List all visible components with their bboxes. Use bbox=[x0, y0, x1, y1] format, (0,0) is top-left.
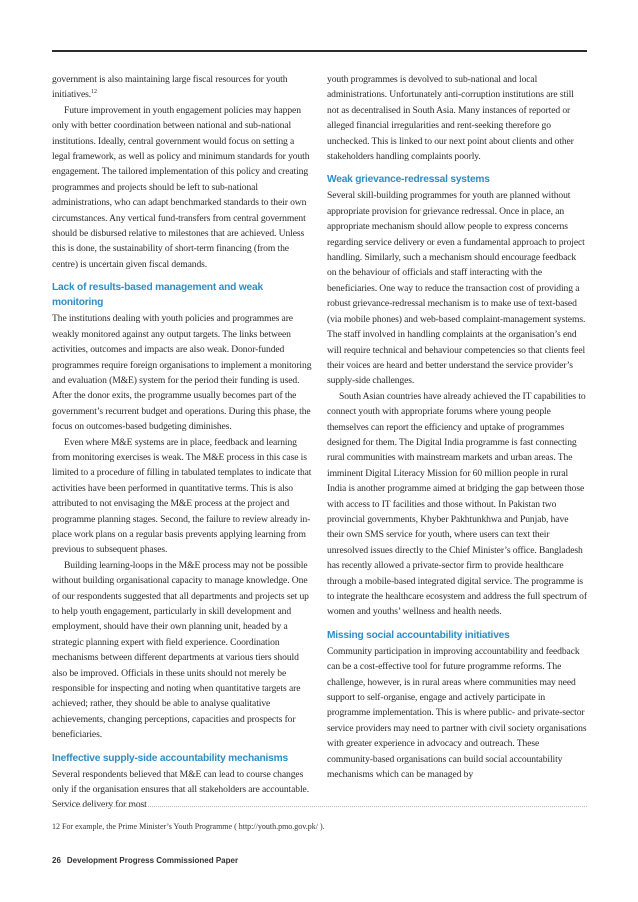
footnote-divider bbox=[52, 806, 587, 808]
right-paragraph-1: youth programmes is devolved to sub-national and local administrations. Unfortunately anti-corruption institutions are still not as decentralised in South Asia. Many instances of reported or alleged financial irregularities and rent-seeking therefore go unchecked. This is linked to our next point about clients and other stakeholders handling complaints poorly. bbox=[327, 74, 574, 163]
footnote-12: 12 For example, the Prime Minister’s Youth Programme ( http://youth.pmo.gov.pk/ ). bbox=[52, 822, 325, 831]
top-rule bbox=[52, 50, 587, 52]
section-heading-supply-side-accountability: Ineffective supply-side accountability mechanisms bbox=[52, 752, 288, 764]
page-number: 26 bbox=[52, 856, 61, 865]
left-paragraph-4: Even where M&E systems are in place, feedback and learning from monitoring exercises is weak. The M&E process in this case is limited to a procedure of filling in tabulated templates to indicate that activities have been performed in quantitative terms. This is also attributed to not envisaging the M&E process at the project and programme planning stages. Second, the failure to review already in-place work plans on a regular basis prevents applying learning from previous to subsequent phases. bbox=[52, 436, 312, 556]
section-heading-grievance-redressal: Weak grievance-redressal systems bbox=[327, 174, 490, 186]
section-heading-results-management: Lack of results-based management and weak monitoring bbox=[52, 282, 263, 309]
left-paragraph-6: Several respondents believed that M&E can lead to course changes only if the organisation ensures that all stakeholders are accountable. Service delivery for most bbox=[52, 768, 309, 811]
section-heading-social-accountability: Missing social accountability initiatives bbox=[327, 629, 510, 641]
right-column bbox=[327, 72, 587, 782]
right-paragraph-4: Community participation in improving accountability and feedback can be a cost-effective tool for future programme reforms. The challenge, however, is in rural areas where communities may need support to self-organise, engage and actively participate in programme implementation. This is where public- and private-sector service providers may need to partner with civil society organisations with greater experience in advocacy and outreach. These community-based organisations can build social accountability mechanisms which can be managed by bbox=[327, 645, 587, 781]
left-paragraph-1-text: government is also maintaining large fiscal resources for youth initiatives. bbox=[52, 74, 288, 101]
left-column bbox=[52, 72, 312, 813]
left-paragraph-2: Future improvement in youth engagement policies may happen only with better coordination between national and sub-national institutions. Ideally, central government would focus on setting a legal framework, as well as policy and minimum standards for youth engagement. The tailored implementation of this policy and creating programmes and projects should be left to sub-national administrations, who can adapt benchmarked standards to their own circumstances. Any vertical fund-transfers from central government should be disbursed relative to milestones that are achieved. Unless this is done, the sustainability of short-term financing (from the centre) is uncertain given fiscal demands. bbox=[52, 104, 310, 270]
footnote-ref-12[interactable]: 12 bbox=[91, 89, 97, 96]
left-paragraph-1 bbox=[52, 72, 312, 103]
footer-title: Development Progress Commissioned Paper bbox=[66, 856, 239, 865]
right-paragraph-3: South Asian countries have already achieved the IT capabilities to connect youth with appropriate forums where young people themselves can report the efficiency and uptake of programmes designed for them. The Digital India programme is fast connecting rural communities with mainstream markets and urban areas. The imminent Digital Literacy Mission for 60 million people in rural India is another programme aimed at bridging the gap between those with access to IT facilities and those without. In Pakistan two provincial governments, Khyber Pakhtunkhwa and Punjab, have their own SMS service for youth, where users can text their unresolved issues directly to the Chief Minister’s office. Bangladesh has recently allowed a private-sector firm to provide healthcare through a mobile-based integrated digital service. The programme is to integrate the healthcare ecosystem and address the full spectrum of women and youths’ wellness and health needs. bbox=[327, 390, 587, 618]
page-footer bbox=[52, 856, 238, 865]
right-paragraph-2: Several skill-building programmes for youth are planned without appropriate provision for grievance redressal. Once in place, an appropriate mechanism should allow people to express concerns regarding service delivery or even a fundamental approach to project handling. Similarly, such a mechanism should encourage feedback on the behaviour of officials and staff interacting with the beneficiaries. One way to reduce the transaction cost of providing a robust grievance-redressal mechanism is to make use of text-based (via mobile phones) and web-based complaint-management systems. The staff involved in handling complaints at the organisation’s end will require technical and behaviour competencies so that clients feel their voices are heard and better understand the service provider’s supply-side challenges. bbox=[327, 190, 586, 387]
left-paragraph-3: The institutions dealing with youth policies and programmes are weakly monitored against any output targets. The links between activities, outcomes and impacts are also weak. Donor-funded programmes require foreign organisations to implement a monitoring and evaluation (M&E) system for the period their funding is used. After the donor exits, the programme usually becomes part of the government’s recurrent budget and operations. During this phase, the focus on outcomes-based budgeting diminishes. bbox=[52, 313, 312, 433]
left-paragraph-5: Building learning-loops in the M&E process may not be possible without building organisational capacity to manage knowledge. One of our respondents suggested that all departments and projects set up to help youth engagement, particularly in skill development and employment, should have their own planning unit, headed by a strategic planning expert with field experience. Coordination mechanisms between different departments at various tiers should also be improved. Officials in these units should not merely be responsible for inspecting and noting when quantitative targets are achieved; rather, they should be able to analyse qualitative achievements, changing perceptions, capacities and prospects for beneficiaries. bbox=[52, 559, 309, 741]
